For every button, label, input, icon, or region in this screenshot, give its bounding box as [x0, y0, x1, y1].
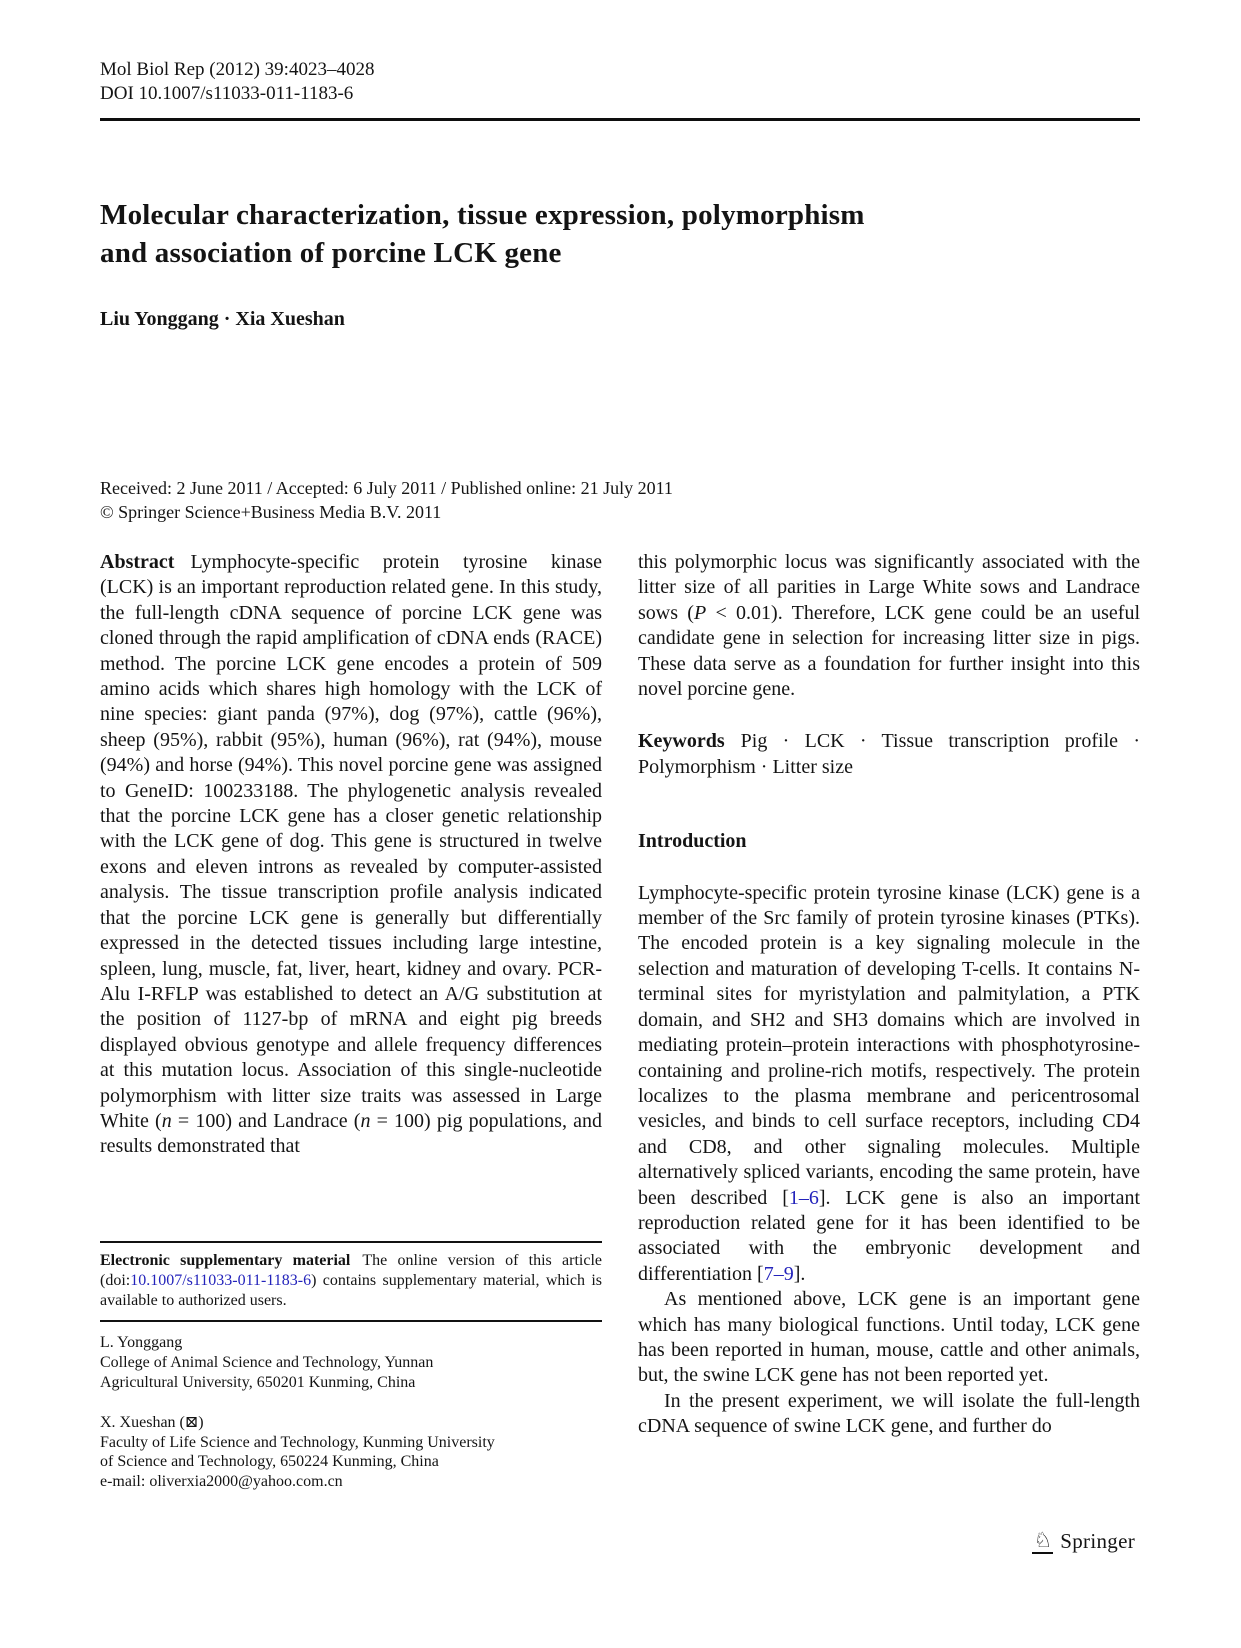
springer-logo [1032, 1529, 1135, 1554]
abstract-paragraph [100, 550, 602, 1160]
text-segment: n [360, 1109, 371, 1132]
intro-paragraph-3: In the present experiment, we will isolate the full-length cDNA sequence of swine LCK gene, and further do [638, 1389, 1140, 1438]
text-line: e-mail: oliverxia2000@yahoo.com.cn [100, 1473, 343, 1491]
affiliation-corresponding-author [100, 1413, 602, 1492]
text-segment: = 100) and Landrace ( [171, 1109, 361, 1132]
keywords-paragraph [638, 729, 1140, 780]
text-segment: ) contains supplementary material, which is available to authorized users. [100, 1271, 602, 1309]
left-column [100, 550, 602, 1492]
text-line: Agricultural University, 650201 Kunming, China [100, 1374, 416, 1392]
authors-line: Liu Yonggang · Xia Xueshan [100, 308, 345, 330]
intro-paragraph-2: As mentioned above, LCK gene is an important gene which has many biological functions. Until today, LCK gene has been reported in human, mouse, cattle and other animals, but, the swine LCK gene has not been reported yet. [638, 1288, 1140, 1387]
text-segment: The online version of this article (doi: [100, 1252, 602, 1289]
text-segment: = 100) pig populations, and results demonstrated that [100, 1109, 602, 1158]
text-line: X. Xueshan (⊠) [100, 1413, 204, 1431]
inline-link[interactable]: 1–6 [788, 1186, 819, 1209]
doi-line: DOI 10.1007/s11033-011-1183-6 [100, 83, 354, 104]
inline-link[interactable]: 7–9 [763, 1262, 794, 1285]
text-line: of Science and Technology, 650224 Kunming, China [100, 1453, 439, 1471]
page-header [100, 58, 1140, 121]
article-title [100, 196, 1140, 272]
article-history [100, 476, 1140, 524]
two-column-body [100, 550, 1140, 1492]
keywords-label: Keywords [638, 730, 725, 753]
copyright-line: © Springer Science+Business Media B.V. 2011 [100, 502, 442, 522]
keywords-text: Pig · LCK · Tissue transcription profile · Polymorphism · Litter size [638, 730, 1140, 778]
abstract-continued [638, 550, 1140, 702]
text-segment: ]. LCK gene is also an important reproduction related gene for it has been identified to be associated with the embryonic development and differentiation [ [638, 1186, 1140, 1285]
text-line: College of Animal Science and Technology, Yunnan [100, 1354, 434, 1372]
springer-wordmark: Springer [1060, 1529, 1135, 1553]
text-segment: this polymorphic locus was significantly associated with the litter size of all parities in Large White sows and Landrace sows ( [638, 551, 1140, 624]
text-segment: P [693, 601, 707, 624]
inline-link[interactable]: 10.1007/s11033-011-1183-6 [130, 1271, 312, 1289]
received-line: Received: 2 June 2011 / Accepted: 6 July 2011 / Published online: 21 July 2011 [100, 478, 673, 498]
text-line: Molecular characterization, tissue expression, polymorphism [100, 199, 865, 231]
abstract-text-col1 [100, 551, 602, 1157]
footnote-rule-mid [100, 1320, 602, 1322]
text-segment: n [161, 1109, 172, 1132]
text-line: and association of porcine LCK gene [100, 237, 562, 269]
text-segment: ]. [793, 1262, 806, 1285]
abstract-label: Abstract [100, 551, 175, 573]
text-segment: < 0.01). Therefore, LCK gene could be an useful candidate gene in selection for increasing litter size in pigs. These data serve as a foundation for further insight into this novel porcine gene. [638, 601, 1140, 701]
introduction-heading: Introduction [638, 830, 747, 853]
esm-label: Electronic supplementary material [100, 1252, 351, 1270]
springer-knight-icon: ♘ [1033, 1528, 1053, 1552]
intro-paragraph-1 [638, 881, 1140, 1288]
text-segment: Lymphocyte-specific protein tyrosine kinase (LCK) gene is a member of the Src family of protein tyrosine kinases (PTKs). The encoded protein is a key signaling molecule in the selection and maturation of developing T-cells. It contains N-terminal sites for myristylation and palmitylation, a PTK domain, and SH2 and SH3 domains which are involved in mediating protein–protein interactions with phosphotyrosine-containing and proline-rich motifs, respectively. The protein localizes to the plasma membrane and pericentrosomal vesicles, and binds to cell surface receptors, including CD4 and CD8, and other signaling molecules. Multiple alternatively spliced variants, encoding the same protein, have been described [ [638, 881, 1140, 1209]
text-line: L. Yonggang [100, 1334, 183, 1352]
affiliation-first-author [100, 1333, 602, 1392]
footnote-rule-top [100, 1241, 602, 1243]
supplementary-material-note [100, 1251, 602, 1310]
text-line: Faculty of Life Science and Technology, Kunming University [100, 1433, 495, 1451]
text-segment: Lymphocyte-specific protein tyrosine kinase (LCK) is an important reproduction related gene. In this study, the full-length cDNA sequence of porcine LCK gene was cloned through the rapid amplification of cDNA ends (RACE) method. The porcine LCK gene encodes a protein of 509 amino acids which shares high homology with the LCK of nine species: giant panda (97%), dog (97%), cattle (96%), sheep (95%), rabbit (95%), human (96%), rat (94%), mouse (94%) and horse (94%). This novel porcine gene was assigned to GeneID: 100233188. The phylogenetic analysis revealed that the porcine LCK gene has a closer genetic relationship with the LCK gene of dog. This gene is structured in twelve exons and eleven introns as revealed by computer-assisted analysis. The tissue transcription profile analysis indicated that the porcine LCK gene is generally but differentially expressed in the detected tissues including large intestine, spleen, lung, muscle, fat, liver, heart, kidney and ovary. PCR-Alu I-RFLP was established to detect an A/G substitution at the position of 1127-bp of mRNA and eight pig breeds displayed obvious genotype and allele frequency differences at this mutation locus. Association of this single-nucleotide polymorphism with litter size traits was assessed in Large White ( [100, 551, 602, 1132]
right-column [638, 550, 1140, 1492]
first-page-footnotes [100, 1241, 602, 1492]
journal-citation-line: Mol Biol Rep (2012) 39:4023–4028 [100, 59, 375, 80]
